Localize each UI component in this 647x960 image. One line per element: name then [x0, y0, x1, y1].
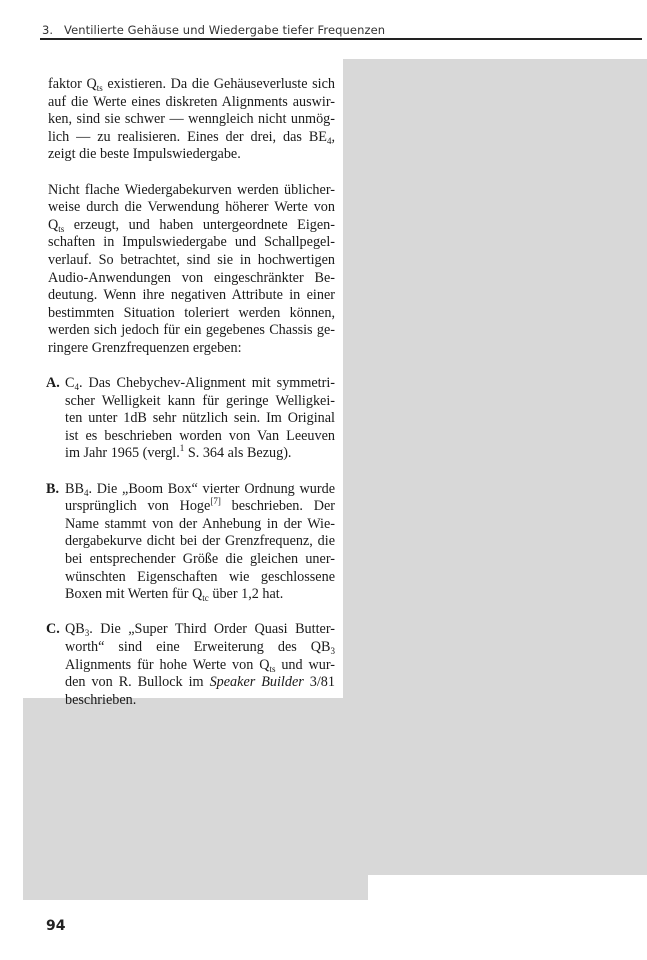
page-number: 94: [46, 918, 66, 934]
text-line: dergabekurve dicht bei der Grenzfrequenz, die: [65, 533, 335, 550]
text-line: worth“ sind eine Erweiterung des $QB_3$: [65, 639, 335, 656]
chapter-number: 3.: [42, 23, 53, 37]
text-line: werden sich jedoch für ein gegebenes Chassis ge-: [48, 322, 335, 339]
text-line: wünschten Eigenschaften wie geschlossene: [65, 568, 335, 585]
text-line: zeigt die beste Impulswiedergabe.: [48, 146, 241, 163]
list-letter: C.: [46, 621, 60, 638]
text-line: bestimmten Situation toleriert werden können,: [48, 304, 335, 321]
text-line: Alignments für hohe Werte von $Q_{ts}$ und wur-: [65, 656, 335, 674]
paragraph-2: [48, 182, 335, 358]
list-letter: B.: [46, 480, 60, 497]
text-line: schaften in Impulswiedergabe und Schallpegel-: [48, 234, 335, 251]
list-letter: A.: [46, 375, 60, 392]
text-line: $Q_{ts}$ erzeugt, und haben untergeordnete Eigen-: [48, 216, 335, 234]
text-line: ten unter 1dB sehr nützlich sein. Im Original: [65, 410, 335, 427]
text-line: deutung. Wenn ihre negativen Attribute in einer: [48, 287, 335, 304]
paragraph-1: [48, 76, 335, 164]
text-line: Nicht flache Wiedergabekurven werden üblicher-: [48, 181, 335, 198]
list-item-b: [48, 481, 335, 604]
text-line: $BB_4$. Die „Boom Box“ vierter Ordnung wurde: [65, 480, 335, 498]
text-line: ringere Grenzfrequenzen ergeben:: [48, 339, 242, 356]
text-line: ken, sind sie schwer — wenngleich nicht unmög-: [48, 111, 335, 128]
text-line: im Jahr 1965 (vergl.$^1$ S. 364 als Bezug).: [65, 443, 292, 462]
text-line: verlauf. So betrachtet, sind sie in hochwertigen: [48, 251, 335, 268]
blank-area-bottom: [23, 698, 368, 900]
chapter-title: Ventilierte Gehäuse und Wiedergabe tiefer Frequenzen: [64, 23, 386, 37]
text-line: lich — zu realisieren. Eines der drei, das $BE_4$,: [48, 128, 335, 146]
text-line: weise durch die Verwendung höherer Werte von: [48, 199, 335, 216]
blank-area-right: [343, 59, 647, 875]
header-rule: [40, 38, 642, 40]
text-line: scher Welligkeit kann für geringe Welligkei-: [65, 392, 335, 409]
text-line: $C_4$. Das Chebychev-Alignment mit symmetri-: [65, 375, 335, 393]
text-line: beschrieben.: [65, 691, 137, 708]
text-line: faktor $Q_{ts}$ existieren. Da die Gehäuseverluste sich: [48, 76, 335, 93]
text-line: den von R. Bullock im Speaker Builder 3/81: [65, 674, 335, 691]
list-item-c: [48, 621, 335, 709]
text-line: auf die Werte eines diskreten Alignments auswir-: [48, 93, 335, 110]
text-line: Boxen mit Werten für $Q_{tc}$ über 1,2 hat.: [65, 586, 284, 604]
text-line: $QB_3$. Die „Super Third Order Quasi Butter-: [65, 621, 335, 639]
text-line: bei entsprechender Größe die gleichen uner-: [65, 551, 335, 568]
text-line: Name stammt von der Anhebung in der Wie-: [65, 515, 335, 532]
text-line: ist es beschrieben worden von Van Leeuven: [65, 427, 335, 444]
text-line: Audio-Anwendungen von eingeschränkter Be-: [48, 269, 335, 286]
list-item-a: [48, 375, 335, 463]
body-text: [48, 76, 335, 727]
text-line: ursprünglich von Hoge[7] beschrieben. Der: [65, 496, 335, 515]
